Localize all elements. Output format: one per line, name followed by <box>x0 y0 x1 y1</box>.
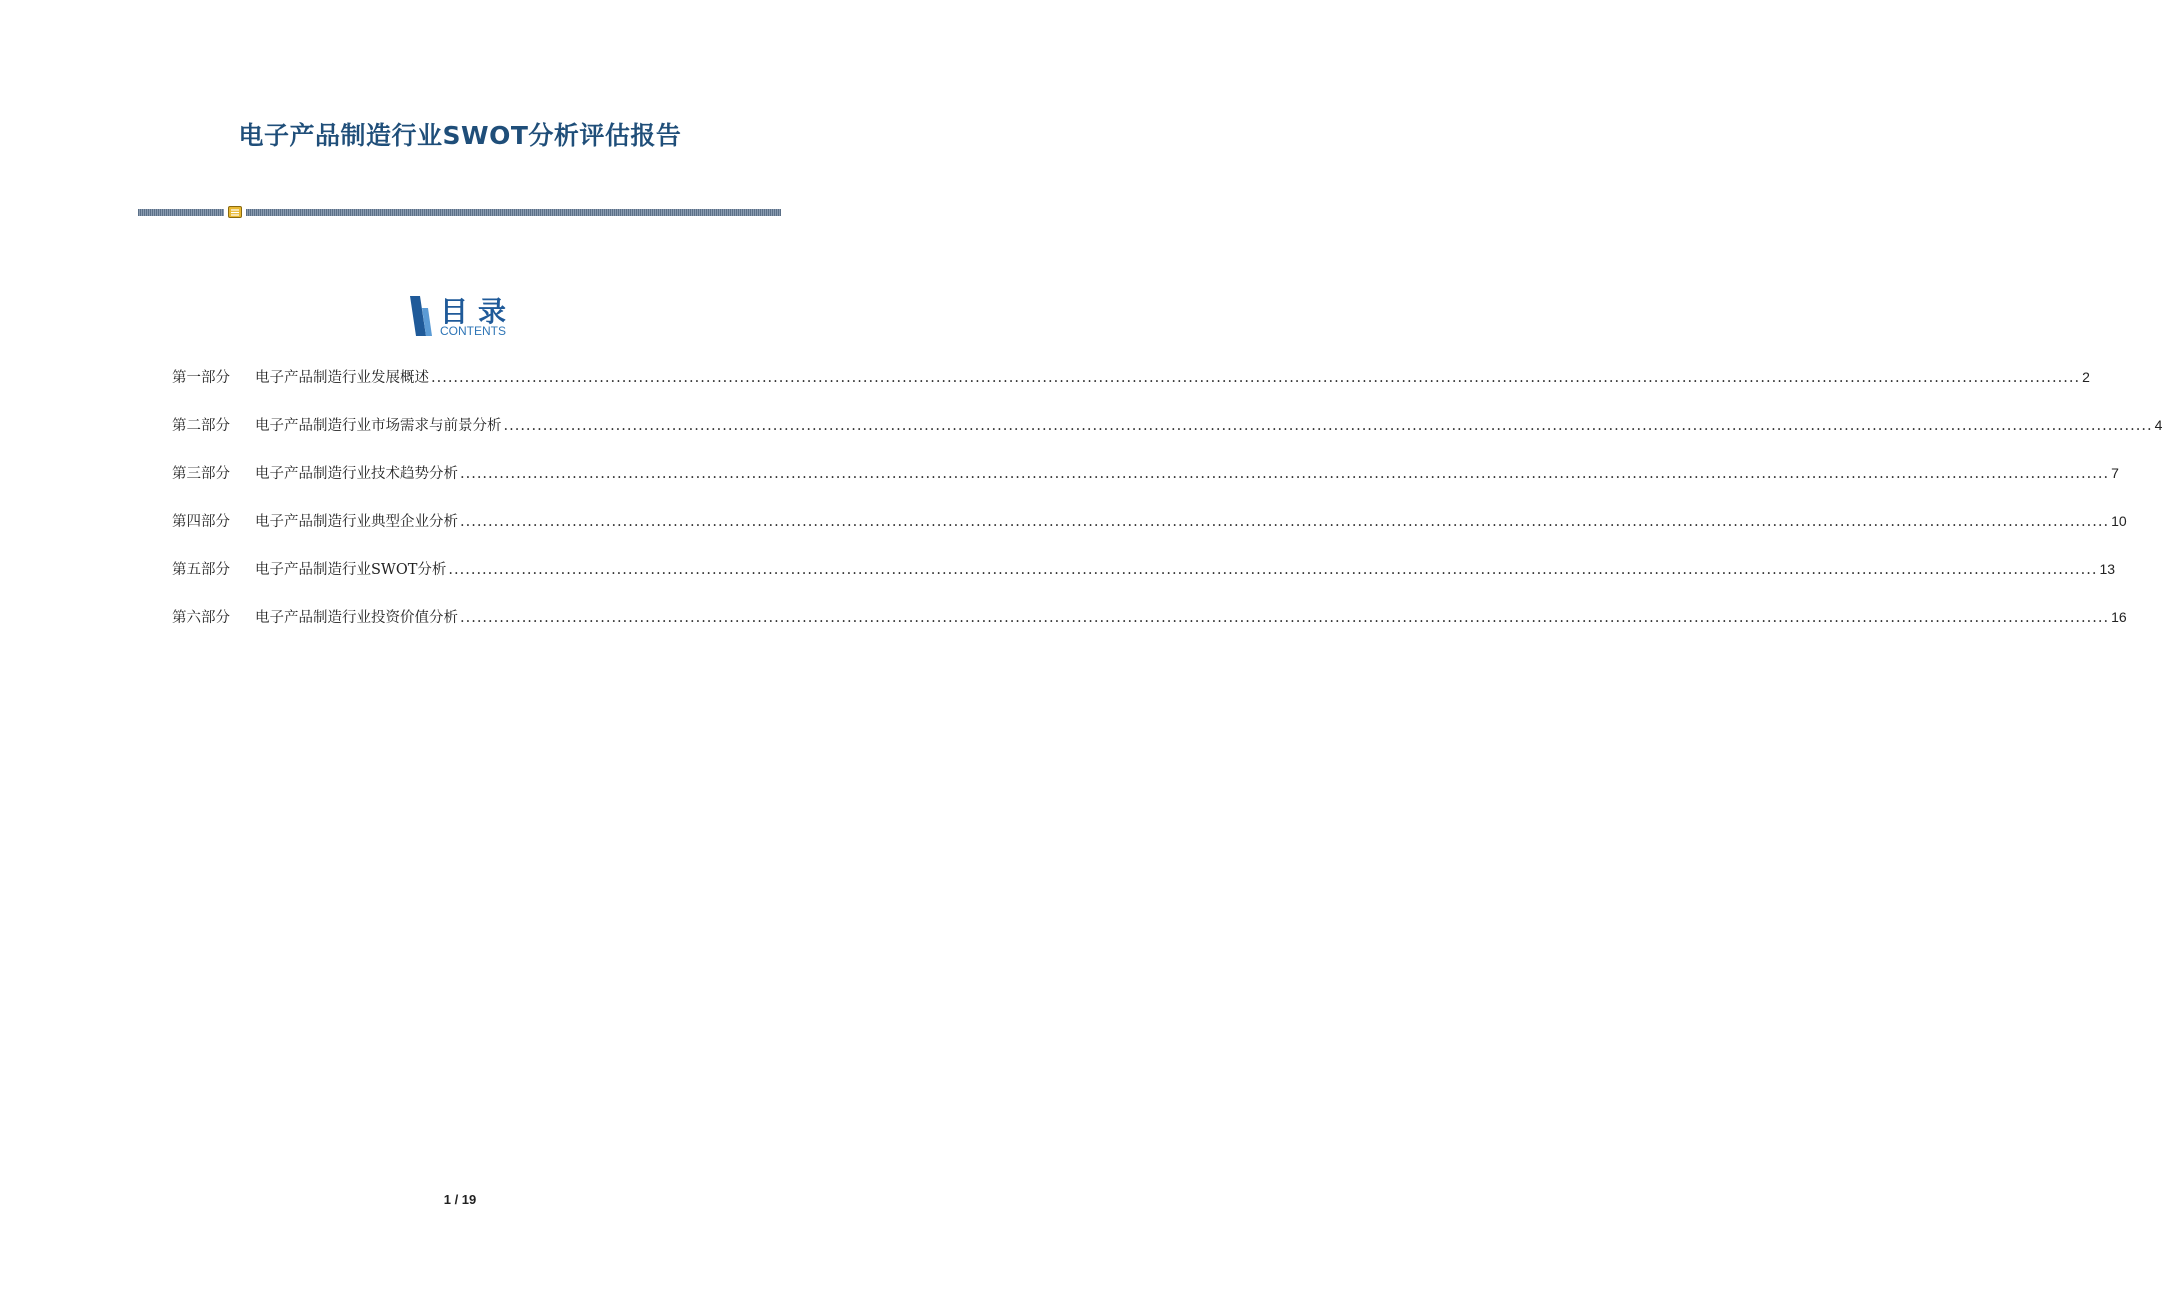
document-title: 电子产品制造行业SWOT分析评估报告 <box>238 121 682 150</box>
toc-entry-leader: ...................................................................................................................................................................................................................................................................................................... <box>460 514 2110 530</box>
toc-entry-page: 4 <box>2154 417 2162 433</box>
toc-entry-leader: ...................................................................................................................................................................................................................................................................................................... <box>431 370 2081 386</box>
table-of-contents <box>172 366 2162 654</box>
toc-entry-part: 第四部分 <box>172 514 230 530</box>
toc-entry-text: 电子产品制造行业发展概述 <box>255 370 429 386</box>
toc-entry-page: 13 <box>2099 561 2116 577</box>
toc-entry-text: 电子产品制造行业技术趋势分析 <box>255 466 458 482</box>
toc-entry-leader: ...................................................................................................................................................................................................................................................................................................... <box>503 418 2153 434</box>
toc-entry-1[interactable] <box>172 366 2090 390</box>
toc-entry-6[interactable] <box>172 606 2127 630</box>
toc-entry-part: 第三部分 <box>172 466 230 482</box>
toc-entry-text: 电子产品制造行业市场需求与前景分析 <box>255 418 502 434</box>
page-number: 1 / 19 <box>443 1192 477 1207</box>
title-divider <box>138 206 781 218</box>
toc-entry-part: 第五部分 <box>172 562 230 578</box>
toc-entry-5[interactable] <box>172 558 2116 582</box>
toc-entry-page: 2 <box>2082 369 2090 385</box>
toc-entry-page: 16 <box>2111 609 2127 625</box>
toc-entry-leader: ...................................................................................................................................................................................................................................................................................................... <box>460 466 2110 482</box>
toc-title: 目录 <box>440 295 517 328</box>
toc-entry-leader: ...................................................................................................................................................................................................................................................................................................... <box>448 562 2098 578</box>
toc-header <box>408 293 528 339</box>
toc-entry-2[interactable] <box>172 414 2162 438</box>
toc-entry-text: 电子产品制造行业SWOT分析 <box>255 562 447 578</box>
toc-entry-part: 第一部分 <box>172 370 230 386</box>
divider-emblem-icon <box>228 206 242 218</box>
toc-entry-part: 第六部分 <box>172 610 230 626</box>
toc-entry-part: 第二部分 <box>172 418 230 434</box>
divider-bar-right <box>246 209 781 216</box>
toc-entry-page: 10 <box>2111 513 2127 529</box>
toc-entry-page: 7 <box>2111 465 2119 481</box>
toc-entry-text: 电子产品制造行业典型企业分析 <box>255 514 458 530</box>
toc-entry-3[interactable] <box>172 462 2119 486</box>
toc-mark-icon <box>408 294 432 338</box>
toc-subtitle: CONTENTS <box>440 324 506 338</box>
toc-entry-leader: ...................................................................................................................................................................................................................................................................................................... <box>460 610 2110 626</box>
divider-bar-left <box>138 209 224 216</box>
toc-entry-4[interactable] <box>172 510 2127 534</box>
toc-entry-text: 电子产品制造行业投资价值分析 <box>255 610 458 626</box>
